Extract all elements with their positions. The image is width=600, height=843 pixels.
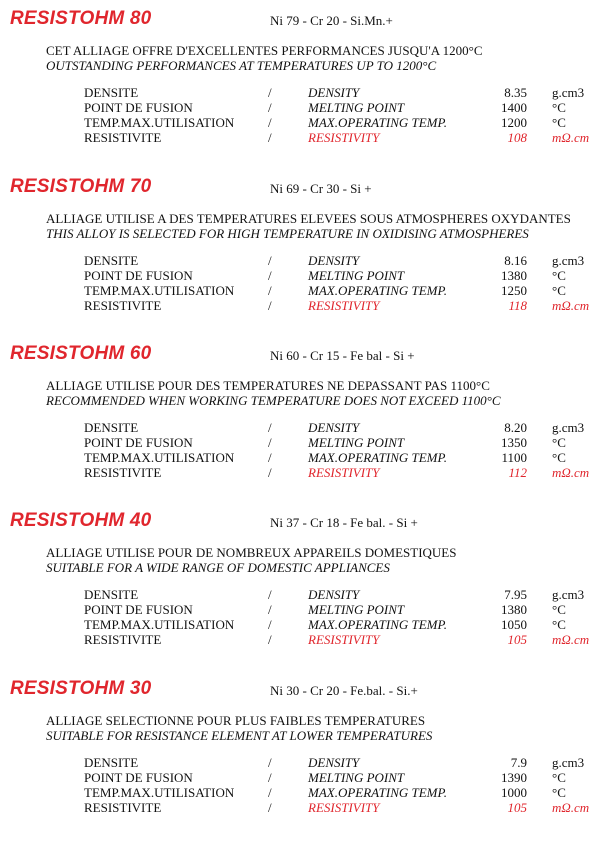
property-unit: g.cm3 [552,755,585,770]
section-resistohm-60 [0,343,600,508]
composition: Ni 37 - Cr 18 - Fe bal. - Si + [270,515,418,530]
property-row-density [0,253,600,268]
property-unit: °C [552,770,566,785]
property-fr: RESISTIVITE [84,632,162,647]
property-en: RESISTIVITY [308,632,380,647]
property-row-melting-point [0,770,600,785]
properties-table [0,253,600,313]
property-en: MAX.OPERATING TEMP. [308,115,448,130]
property-row-melting-point [0,602,600,617]
separator: / [268,800,272,815]
property-en: MELTING POINT [308,770,405,785]
property-value: 1050 [501,617,527,632]
property-fr: RESISTIVITE [84,298,162,313]
separator: / [268,450,272,465]
property-value: 112 [508,465,527,480]
separator: / [268,465,272,480]
property-en: MAX.OPERATING TEMP. [308,617,448,632]
property-en: RESISTIVITY [308,800,380,815]
separator: / [268,298,272,313]
property-en: MELTING POINT [308,100,405,115]
property-en: DENSITY [308,755,360,770]
property-fr: POINT DE FUSION [84,770,193,785]
property-value: 1000 [501,785,527,800]
property-unit: °C [552,450,566,465]
description-en: SUITABLE FOR A WIDE RANGE OF DOMESTIC APPLIANCES [46,560,390,575]
separator: / [268,100,272,115]
property-value: 1380 [501,268,527,283]
separator: / [268,617,272,632]
property-fr: DENSITE [84,755,139,770]
section-resistohm-70 [0,176,600,341]
property-value: 105 [507,800,527,815]
property-fr: DENSITE [84,420,139,435]
property-value: 1100 [501,450,527,465]
section-title: RESISTOHM 60 [10,343,152,364]
property-value: 118 [508,298,527,313]
description-fr: ALLIAGE UTILISE POUR DE NOMBREUX APPAREILS DOMESTIQUES [46,545,457,560]
property-row-resistivity [0,130,600,145]
separator: / [268,268,272,283]
property-row-melting-point [0,100,600,115]
separator: / [268,115,272,130]
property-unit: g.cm3 [552,587,585,602]
separator: / [268,85,272,100]
separator: / [268,632,272,647]
property-unit: °C [552,785,566,800]
section-resistohm-30 [0,678,600,843]
separator: / [268,283,272,298]
section-title: RESISTOHM 40 [10,510,152,531]
separator: / [268,785,272,800]
property-row-density [0,587,600,602]
description-fr: ALLIAGE SELECTIONNE POUR PLUS FAIBLES TEMPERATURES [46,713,426,728]
property-value: 1390 [501,770,527,785]
composition: Ni 30 - Cr 20 - Fe.bal. - Si.+ [270,683,418,698]
separator: / [268,253,272,268]
description-fr: CET ALLIAGE OFFRE D'EXCELLENTES PERFORMANCES JUSQU'A 1200°C [46,43,483,58]
section-title: RESISTOHM 70 [10,176,152,197]
composition: Ni 60 - Cr 15 - Fe bal - Si + [270,348,415,363]
property-row-max-temp [0,115,600,130]
property-unit: mΩ.cm [552,800,590,815]
property-row-density [0,420,600,435]
property-fr: POINT DE FUSION [84,100,193,115]
property-value: 8.35 [504,85,527,100]
property-en: MELTING POINT [308,435,405,450]
property-en: DENSITY [308,85,360,100]
composition: Ni 69 - Cr 30 - Si + [270,181,372,196]
property-fr: TEMP.MAX.UTILISATION [84,785,235,800]
property-unit: °C [552,115,566,130]
section-title: RESISTOHM 80 [10,8,152,29]
property-unit: g.cm3 [552,253,585,268]
property-unit: mΩ.cm [552,130,590,145]
property-en: MELTING POINT [308,602,405,617]
composition: Ni 79 - Cr 20 - Si.Mn.+ [270,13,393,28]
property-value: 8.16 [504,253,527,268]
property-fr: DENSITE [84,85,139,100]
property-en: RESISTIVITY [308,465,380,480]
separator: / [268,130,272,145]
property-unit: mΩ.cm [552,632,590,647]
property-fr: TEMP.MAX.UTILISATION [84,283,235,298]
property-unit: °C [552,617,566,632]
property-fr: RESISTIVITE [84,800,162,815]
property-row-density [0,755,600,770]
section-resistohm-80 [0,8,600,173]
separator: / [268,602,272,617]
property-value: 7.95 [504,587,527,602]
section-title: RESISTOHM 30 [10,678,152,699]
property-unit: mΩ.cm [552,465,590,480]
property-unit: mΩ.cm [552,298,590,313]
property-value: 8.20 [504,420,527,435]
property-value: 108 [507,130,527,145]
property-fr: DENSITE [84,253,139,268]
properties-table [0,85,600,145]
property-row-resistivity [0,800,600,815]
separator: / [268,770,272,785]
property-row-melting-point [0,435,600,450]
property-en: RESISTIVITY [308,298,380,313]
property-unit: g.cm3 [552,85,585,100]
property-unit: °C [552,283,566,298]
property-value: 1380 [501,602,527,617]
separator: / [268,420,272,435]
property-en: MAX.OPERATING TEMP. [308,450,448,465]
property-fr: TEMP.MAX.UTILISATION [84,115,235,130]
property-fr: RESISTIVITE [84,130,162,145]
property-value: 105 [507,632,527,647]
property-en: MELTING POINT [308,268,405,283]
property-fr: DENSITE [84,587,139,602]
property-unit: °C [552,100,566,115]
property-row-density [0,85,600,100]
property-fr: POINT DE FUSION [84,435,193,450]
description-en: THIS ALLOY IS SELECTED FOR HIGH TEMPERATURE IN OXIDISING ATMOSPHERES [46,226,529,241]
property-en: DENSITY [308,420,360,435]
property-row-max-temp [0,785,600,800]
property-unit: g.cm3 [552,420,585,435]
properties-table [0,755,600,815]
property-en: MAX.OPERATING TEMP. [308,785,448,800]
section-resistohm-40 [0,510,600,675]
property-value: 1350 [501,435,527,450]
property-fr: TEMP.MAX.UTILISATION [84,617,235,632]
property-unit: °C [552,602,566,617]
property-row-resistivity [0,465,600,480]
property-en: MAX.OPERATING TEMP. [308,283,448,298]
property-row-resistivity [0,632,600,647]
separator: / [268,587,272,602]
property-en: RESISTIVITY [308,130,380,145]
property-value: 1200 [501,115,527,130]
property-unit: °C [552,268,566,283]
property-row-melting-point [0,268,600,283]
properties-table [0,587,600,647]
property-row-max-temp [0,617,600,632]
properties-table [0,420,600,480]
property-en: DENSITY [308,587,360,602]
property-fr: TEMP.MAX.UTILISATION [84,450,235,465]
property-row-max-temp [0,283,600,298]
property-row-resistivity [0,298,600,313]
description-en: OUTSTANDING PERFORMANCES AT TEMPERATURES UP TO 1200°C [46,58,437,73]
property-en: DENSITY [308,253,360,268]
property-fr: RESISTIVITE [84,465,162,480]
property-value: 7.9 [510,755,527,770]
property-value: 1400 [501,100,527,115]
separator: / [268,435,272,450]
description-fr: ALLIAGE UTILISE A DES TEMPERATURES ELEVEES SOUS ATMOSPHERES OXYDANTES [46,211,571,226]
description-fr: ALLIAGE UTILISE POUR DES TEMPERATURES NE DEPASSANT PAS 1100°C [46,378,490,393]
property-row-max-temp [0,450,600,465]
separator: / [268,755,272,770]
property-unit: °C [552,435,566,450]
property-fr: POINT DE FUSION [84,602,193,617]
description-en: SUITABLE FOR RESISTANCE ELEMENT AT LOWER TEMPERATURES [46,728,433,743]
property-value: 1250 [501,283,527,298]
description-en: RECOMMENDED WHEN WORKING TEMPERATURE DOES NOT EXCEED 1100°C [46,393,501,408]
property-fr: POINT DE FUSION [84,268,193,283]
